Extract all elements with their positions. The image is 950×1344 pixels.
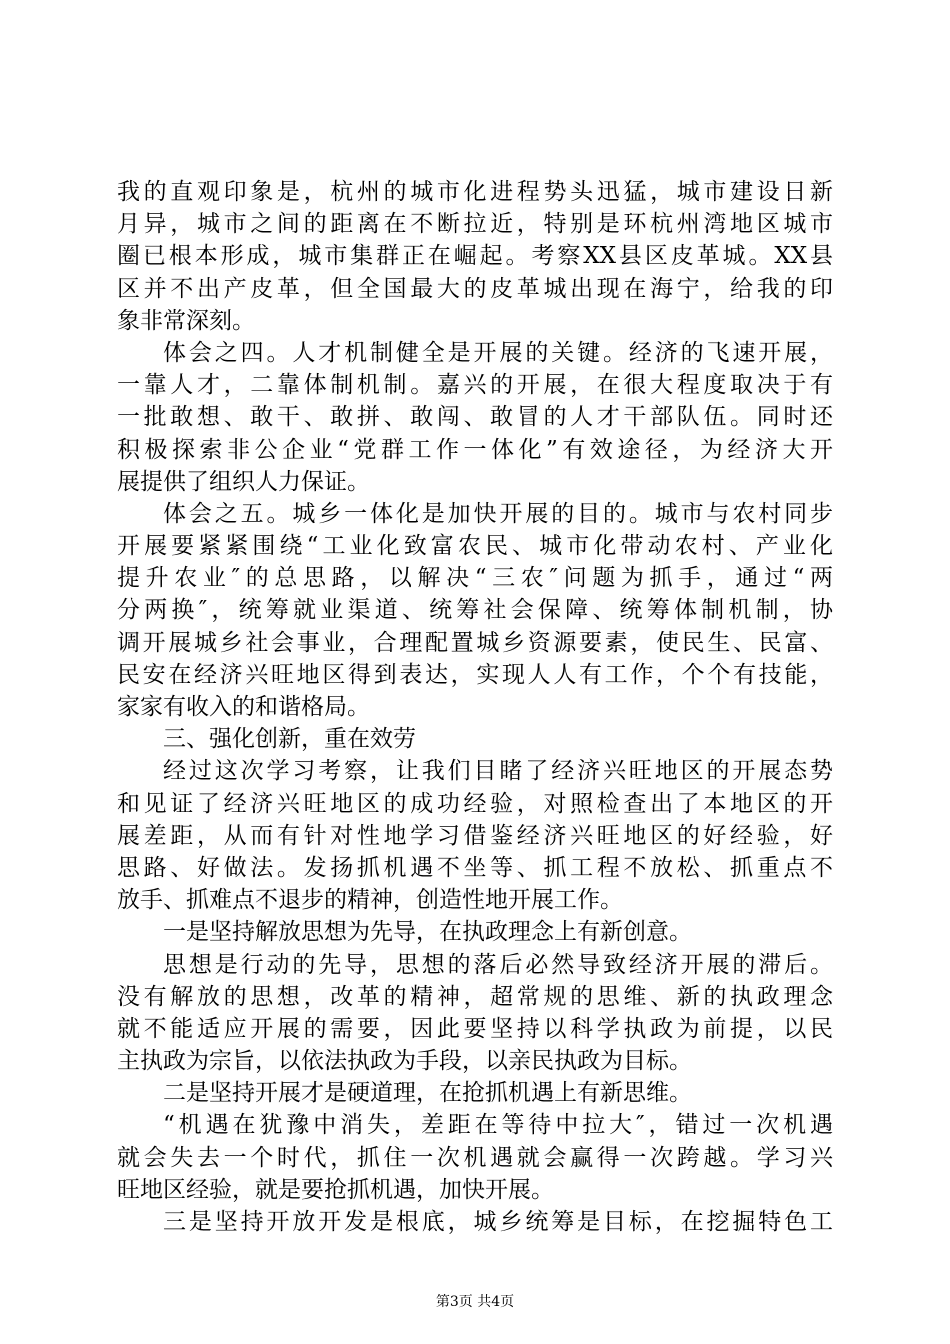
text-line: 积极探索非公企业“党群工作一体化”有效途径，为经济大开 bbox=[117, 436, 833, 463]
text-line: 分两换″，统筹就业渠道、统筹社会保障、统筹体制机制，协 bbox=[117, 597, 833, 624]
text-line: 圈已根本形成，城市集群正在崛起。考察XX县区皮革城。XX县 bbox=[117, 243, 833, 270]
text-line: 民安在经济兴旺地区得到表达，实现人人有工作，个个有技能， bbox=[117, 661, 833, 688]
text-line: 体会之四。人才机制健全是开展的关键。经济的飞速开展， bbox=[163, 339, 833, 366]
text-line: 体会之五。城乡一体化是加快开展的目的。城市与农村同步 bbox=[163, 500, 833, 527]
document-body bbox=[117, 176, 833, 1238]
text-line: 思路、好做法。发扬抓机遇不坐等、抓工程不放松、抓重点不 bbox=[117, 854, 833, 881]
text-line: 就不能适应开展的需要，因此要坚持以科学执政为前提，以民 bbox=[117, 1015, 833, 1042]
text-line: 家家有收入的和谐格局。 bbox=[117, 694, 370, 720]
text-line: 经过这次学习考察，让我们目睹了经济兴旺地区的开展态势 bbox=[163, 758, 833, 785]
text-line: 开展要紧紧围绕“工业化致富农民、城市化带动农村、产业化 bbox=[117, 533, 833, 560]
text-line: 就会失去一个时代，抓住一次机遇就会赢得一次跨越。学习兴 bbox=[117, 1144, 833, 1171]
text-line: 和见证了经济兴旺地区的成功经验，对照检查出了本地区的开 bbox=[117, 790, 833, 817]
text-line: 旺地区经验，就是要抢抓机遇，加快开展。 bbox=[117, 1176, 554, 1203]
text-line: 月异，城市之间的距离在不断拉近，特别是环杭州湾地区城市 bbox=[117, 211, 833, 238]
text-line: 思想是行动的先导，思想的落后必然导致经济开展的滞后。 bbox=[163, 951, 833, 978]
text-line: 象非常深刻。 bbox=[117, 307, 255, 334]
text-line: 一靠人才，二靠体制机制。嘉兴的开展，在很大程度取决于有 bbox=[117, 372, 833, 399]
text-line: “机遇在犹豫中消失，差距在等待中拉大″，错过一次机遇 bbox=[163, 1112, 833, 1139]
text-line: 调开展城乡社会事业，合理配置城乡资源要素，使民生、民富、 bbox=[117, 629, 833, 656]
text-line: 放手、抓难点不退步的精神，创造性地开展工作。 bbox=[117, 887, 623, 914]
text-line: 三、强化创新，重在效劳 bbox=[163, 726, 416, 753]
text-line: 我的直观印象是，杭州的城市化进程势头迅猛，城市建设日新 bbox=[117, 179, 833, 205]
text-line: 一是坚持解放思想为先导，在执政理念上有新创意。 bbox=[163, 919, 692, 946]
text-line: 主执政为宗旨，以依法执政为手段，以亲民执政为目标。 bbox=[117, 1048, 692, 1075]
text-line: 区并不出产皮革，但全国最大的皮革城出现在海宁，给我的印 bbox=[117, 275, 833, 302]
text-line: 提升农业″的总思路，以解决“三农″问题为抓手，通过“两 bbox=[117, 565, 833, 592]
text-line: 展差距，从而有针对性地学习借鉴经济兴旺地区的好经验，好 bbox=[117, 822, 833, 849]
text-line: 展提供了组织人力保证。 bbox=[117, 468, 370, 495]
text-line: 没有解放的思想，改革的精神，超常规的思维、新的执政理念 bbox=[117, 983, 833, 1010]
text-line: 二是坚持开展才是硬道理，在抢抓机遇上有新思维。 bbox=[163, 1080, 692, 1107]
text-line: 三是坚持开放开发是根底，城乡统筹是目标，在挖掘特色工 bbox=[163, 1209, 833, 1235]
text-line: 一批敢想、敢干、敢拼、敢闯、敢冒的人才干部队伍。同时还 bbox=[117, 404, 833, 431]
page-footer: 第3页 共4页 bbox=[435, 1294, 515, 1310]
